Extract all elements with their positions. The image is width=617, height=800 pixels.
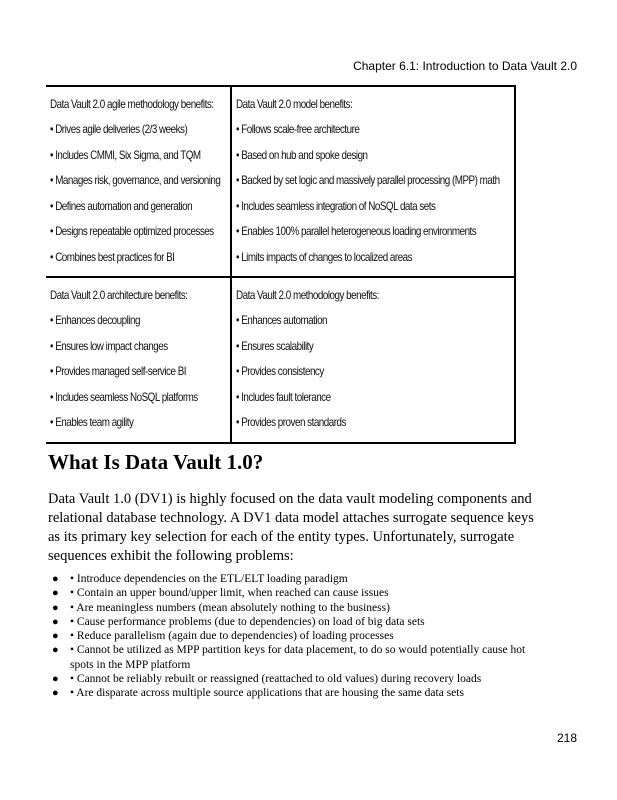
table-cell-methodology (231, 277, 515, 443)
list-item-text: • Are disparate across multiple source applications that are housing the same data sets (70, 687, 464, 700)
list-item-text: • Cannot be reliably rebuilt or reassigned (reattached to old values) during recovery loads (70, 673, 482, 686)
bullet-icon: ● (52, 601, 59, 614)
table-row (46, 277, 515, 443)
cell-item: • Based on hub and spoke design (236, 147, 368, 162)
bullet-icon: ● (52, 687, 59, 700)
cell-item: • Limits impacts of changes to localized areas (236, 249, 413, 264)
body-paragraph: Data Vault 1.0 (DV1) is highly focused on the data vault modeling components and relational database technology. A DV1 data model attaches surrogate sequence keys as its primary key selection for each of the entity types. Unfortunately, surrogate sequences exhibit the following problems: (48, 491, 534, 564)
table-row (46, 86, 515, 277)
cell-item: • Ensures scalability (236, 338, 314, 353)
cell-item: • Manages risk, governance, and versioning (50, 173, 221, 187)
list-item (48, 672, 548, 686)
bullet-icon: ● (52, 587, 59, 600)
bullet-icon: ● (52, 673, 59, 686)
cell-item: • Drives agile deliveries (2/3 weeks) (50, 122, 188, 136)
list-item-text: • Contain an upper bound/upper limit, when reached can cause issues (70, 587, 389, 600)
bullet-icon: ● (52, 573, 59, 585)
bullet-icon: ● (52, 644, 59, 657)
cell-item: • Ensures low impact changes (50, 338, 168, 353)
list-item-text: • Introduce dependencies on the ETL/ELT loading paradigm (70, 573, 348, 585)
table-cell-model (231, 86, 515, 277)
list-item (48, 629, 548, 643)
cell-heading: Data Vault 2.0 architecture benefits: (50, 288, 188, 302)
list-item-text: • Reduce parallelism (again due to dependencies) of loading processes (70, 630, 394, 643)
bullet-icon: ● (52, 630, 59, 643)
cell-item: • Enhances decoupling (50, 313, 140, 327)
list-item-text: • Are meaningless numbers (mean absolutely nothing to the business) (70, 601, 390, 614)
cell-item: • Enables team agility (50, 415, 134, 429)
cell-item: • Provides consistency (236, 364, 324, 378)
cell-heading: Data Vault 2.0 model benefits: (236, 97, 353, 111)
list-item-text: • Cannot be utilized as MPP partition keys for data placement, to do so would potentially cause hot spots in the MPP platform (70, 644, 526, 671)
cell-item: • Includes seamless NoSQL platforms (50, 389, 198, 404)
cell-item: • Provides managed self-service BI (50, 364, 187, 378)
table-cell-architecture (46, 277, 231, 443)
cell-item: • Includes seamless integration of NoSQL data sets (236, 198, 436, 213)
benefits-table (46, 85, 516, 444)
cell-item: • Combines best practices for BI (50, 249, 175, 264)
page-number: 218 (556, 731, 577, 745)
cell-item: • Designs repeatable optimized processes (50, 224, 214, 238)
list-item (48, 615, 548, 629)
cell-item: • Follows scale-free architecture (236, 122, 360, 136)
bullet-icon: ● (52, 615, 59, 628)
section-heading: What Is Data Vault 1.0? (48, 450, 264, 474)
cell-item: • Provides proven standards (236, 415, 346, 429)
running-header: Chapter 6.1: Introduction to Data Vault 2.0 (353, 59, 577, 73)
list-item-text: • Cause performance problems (due to dependencies) on load of big data sets (70, 615, 425, 628)
list-item (48, 586, 548, 600)
cell-item: • Defines automation and generation (50, 198, 193, 213)
cell-heading: Data Vault 2.0 methodology benefits: (236, 288, 379, 302)
cell-item: • Enhances automation (236, 313, 328, 327)
list-item (48, 643, 548, 672)
table-cell-agile-methodology (46, 86, 231, 277)
cell-item: • Enables 100% parallel heterogeneous loading environments (236, 224, 477, 238)
cell-item: • Includes CMMI, Six Sigma, and TQM (50, 147, 201, 162)
cell-item: • Includes fault tolerance (236, 389, 331, 404)
cell-item: • Backed by set logic and massively parallel processing (MPP) math (236, 173, 500, 187)
list-item (48, 686, 548, 700)
list-item (48, 572, 548, 586)
list-item (48, 601, 548, 615)
problems-list (48, 572, 548, 701)
cell-heading: Data Vault 2.0 agile methodology benefits: (50, 97, 214, 111)
